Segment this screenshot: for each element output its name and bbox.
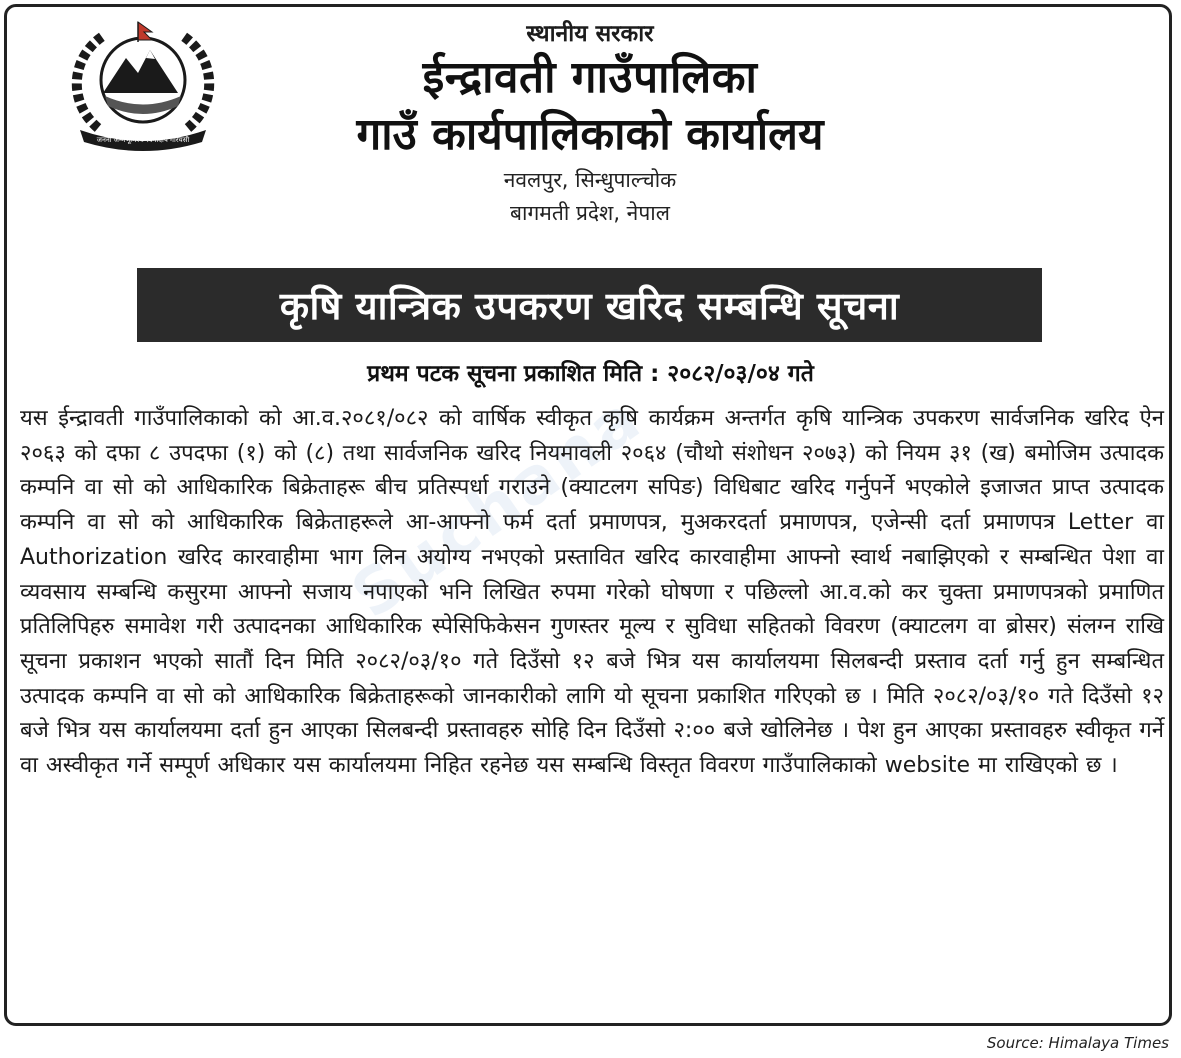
address-line-2: बागमती प्रदेश, नेपाल — [510, 201, 670, 225]
notice-title: कृषि यान्त्रिक उपकरण खरिद सम्बन्धि सूचना — [137, 268, 1042, 342]
emblem-motto: जननी जन्मभूमिश्च स्वर्गादपि गरियसी — [96, 136, 190, 144]
header — [200, 18, 980, 230]
address-line-1: नवलपुर, सिन्धुपाल्चोक — [503, 168, 677, 192]
notice-body: यस ईन्द्रावती गाउँपालिकाको को आ.व.२०८१/०८२ को वार्षिक स्वीकृत कृषि कार्यक्रम अन्तर्गत कृषि यान्त्रिक उपकरण सार्वजनिक खरिद ऐन २०६३ को दफा ८ उपदफा (१) को (८) तथा सार्वजनिक खरिद नियमावली २०६४ (चौथो संशोधन २०७३) को नियम ३१ (ख) बमोजिम उत्पादक कम्पनि वा सो को आधिकारिक बिक्रेताहरू बीच प्रतिस्पर्धा गराउने (क्याटलग सपिङ) विधिबाट खरिद गर्नुपर्ने भएकोले इजाजत प्राप्त उत्पादक कम्पनि वा सो को आधिकारिक बिक्रेताहरूले आ-आफ्नो फर्म दर्ता प्रमाणपत्र, मुअकरदर्ता प्रमाणपत्र, एजेन्सी दर्ता प्रमाणपत्र Letter वा Authorization खरिद कारवाहीमा भाग लिन अयोग्य नभएको प्रस्तावित खरिद कारवाहीमा आफ्नो स्वार्थ नबाझिएको र सम्बन्धित पेशा वा व्यवसाय सम्बन्धि कसुरमा आफ्नो सजाय नपाएको भनि लिखित रुपमा गरेको घोषणा र पछिल्लो आ.व.को कर चुक्ता प्रमाणपत्रको प्रमाणित प्रतिलिपिहरु समावेश गरी उत्पादनका आधिकारिक स्पेसिफिकेसन गुणस्तर मूल्य र सुविधा सहितको विवरण (क्याटलग वा ब्रोसर) संलग्न राखि सूचना प्रकाशन भएको सातौं दिन मिति २०८२/०३/१० गते दिउँसो १२ बजे भित्र यस कार्यालयमा सिलबन्दी प्रस्ताव दर्ता गर्नु हुन सम्बन्धित उत्पादक कम्पनि वा सो को आधिकारिक बिक्रेताहरूको जानकारीको लागि यो सूचना प्रकाशित गरिएको छ । मिति २०८२/०३/१० गते दिउँसो १२ बजे भित्र यस कार्यालयमा दर्ता हुन आएका सिलबन्दी प्रस्तावहरु सोहि दिन दिउँसो २:०० बजे खोलिनेछ । पेश हुन आएका प्रस्तावहरु स्वीकृत गर्ने वा अस्वीकृत गर्ने सम्पूर्ण अधिकार यस कार्यालयमा निहित रहनेछ यस सम्बन्धि विस्तृत विवरण गाउँपालिकाको website मा राखिएको छ । — [20, 406, 1164, 779]
source-credit: Source: Himalaya Times — [986, 1034, 1169, 1052]
government-label: स्थानीय सरकार — [526, 21, 654, 47]
publish-date: प्रथम पटक सूचना प्रकाशित मिति : २०८२/०३/०४ गते — [367, 361, 814, 387]
office-name: गाउँ कार्यपालिकाको कार्यालय — [356, 109, 824, 160]
municipality-name: ईन्द्रावती गाउँपालिका — [422, 52, 758, 103]
